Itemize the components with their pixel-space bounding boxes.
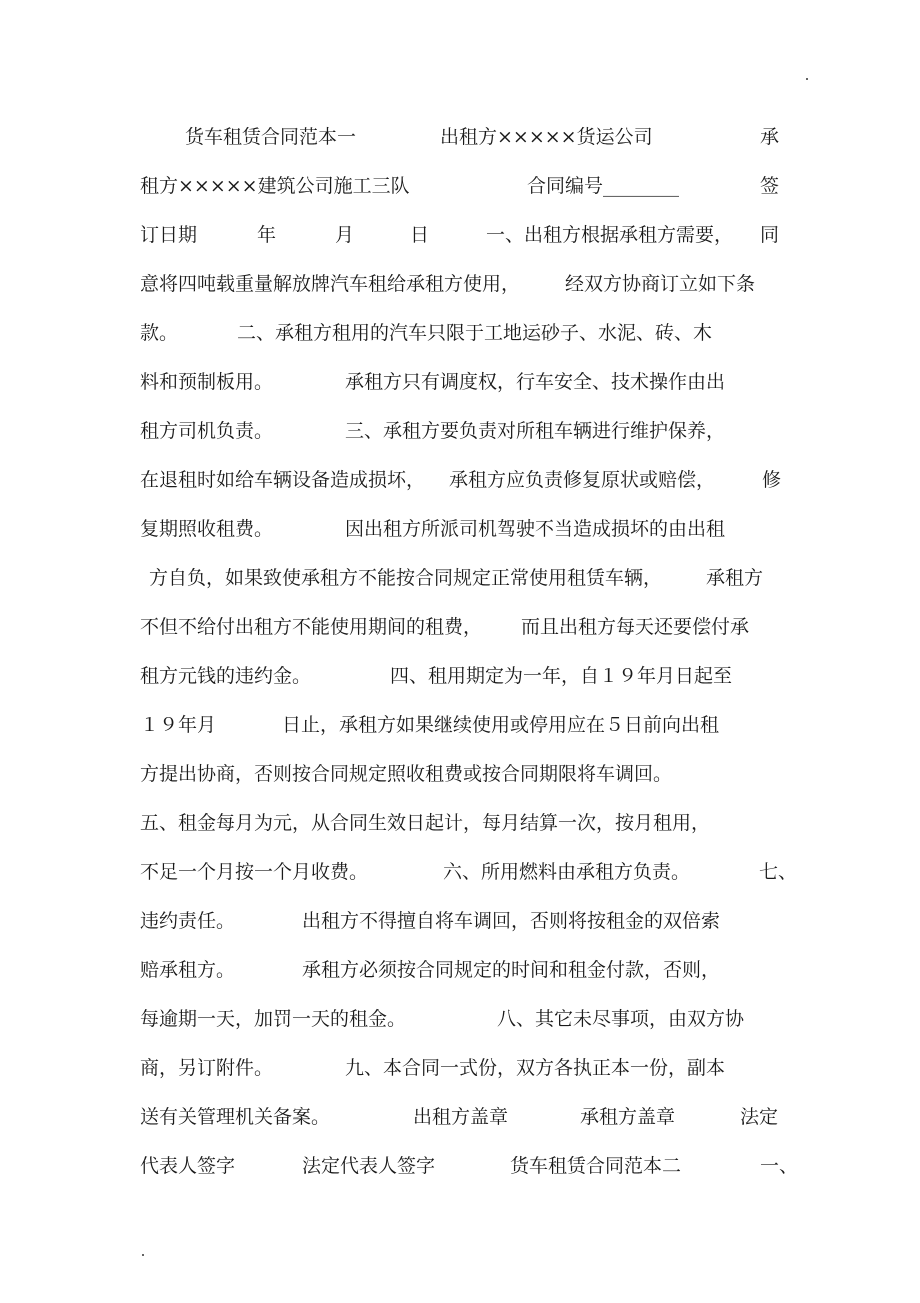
text-line <box>0 319 920 347</box>
text-segment: 法定 <box>740 1106 779 1128</box>
text-line <box>0 1005 920 1033</box>
text-segment: 代表人签字 <box>140 1155 236 1177</box>
text-line <box>0 417 920 445</box>
text-segment: 租方×××××建筑公司施工三队 <box>140 175 410 197</box>
text-segment: 款。 <box>140 322 179 344</box>
text-segment: 一、出租方根据承租方需要， <box>486 224 734 246</box>
text-segment: 修 <box>762 469 782 491</box>
text-line <box>0 564 920 592</box>
text-segment: 九、本合同一式份，双方各执正本一份，副本 <box>345 1057 726 1079</box>
text-line <box>0 1054 920 1082</box>
text-segment: 月 <box>335 224 355 246</box>
text-line <box>0 907 920 935</box>
text-segment: 承租方应负责修复原状或赔偿， <box>449 469 716 491</box>
text-segment: 不但不给付出租方不能使用期间的租费， <box>140 616 483 638</box>
text-segment: 商，另订附件。 <box>140 1057 274 1079</box>
text-segment: 八、其它未尽事项，由双方协 <box>497 1008 745 1030</box>
text-segment: 承租方只有调度权，行车安全、技术操作由出 <box>345 371 726 393</box>
text-segment: 在退租时如给车辆设备造成损坏， <box>140 469 426 491</box>
text-segment: 货车租赁合同范本二 <box>510 1155 682 1177</box>
text-segment: 送有关管理机关备案。 <box>140 1106 331 1128</box>
text-line <box>0 123 920 151</box>
corner-mark-top <box>806 78 808 80</box>
text-line <box>0 270 920 298</box>
text-segment: 承租方盖章 <box>580 1106 676 1128</box>
text-segment: 赔承租方。 <box>140 959 236 981</box>
text-segment: 日止，承租方如果继续使用或停用应在５日前向出租 <box>282 714 720 736</box>
text-line <box>0 809 920 837</box>
text-segment: 签 <box>760 175 780 197</box>
text-segment: 承租方必须按合同规定的时间和租金付款，否则， <box>302 959 721 981</box>
text-line <box>0 711 920 739</box>
text-segment: 料和预制板用。 <box>140 371 274 393</box>
text-line <box>0 956 920 984</box>
text-line <box>0 662 920 690</box>
text-segment: 六、所用燃料由承租方负责。 <box>443 861 691 883</box>
text-segment: 而且出租方每天还要偿付承 <box>521 616 750 638</box>
text-segment: 方自负，如果致使承租方不能按合同规定正常使用租赁车辆， <box>149 567 663 589</box>
text-segment: 意将四吨载重量解放牌汽车租给承租方使用， <box>140 273 521 295</box>
text-line <box>0 466 920 494</box>
text-segment: 承租方 <box>706 567 764 589</box>
text-line <box>0 760 920 788</box>
text-line <box>0 368 920 396</box>
text-segment: 同 <box>760 224 780 246</box>
text-segment: 七、 <box>759 861 798 883</box>
text-segment: 三、承租方要负责对所租车辆进行维护保养， <box>345 420 726 442</box>
text-segment: 出租方盖章 <box>413 1106 509 1128</box>
text-segment: 合同编号________ <box>527 175 680 197</box>
text-segment: 复期照收租费。 <box>140 518 274 540</box>
text-segment: 货车租赁合同范本一 <box>185 126 357 148</box>
text-segment: 因出租方所派司机驾驶不当造成损坏的由出租 <box>345 518 726 540</box>
text-segment: 年 <box>257 224 277 246</box>
text-segment: 租方司机负责。 <box>140 420 274 442</box>
text-segment: １９年月 <box>140 714 217 736</box>
text-segment: 二、承租方租用的汽车只限于工地运砂子、水泥、砖、木 <box>237 322 713 344</box>
text-segment: 方提出协商，否则按合同规定照收租费或按合同期限将车调回。 <box>140 763 673 785</box>
text-segment: 出租方不得擅自将车调回，否则将按租金的双倍索 <box>302 910 721 932</box>
text-segment: 违约责任。 <box>140 910 236 932</box>
text-segment: 一、 <box>760 1155 799 1177</box>
text-segment: 承 <box>760 126 780 148</box>
text-line <box>0 515 920 543</box>
text-segment: 每逾期一天，加罚一天的租金。 <box>140 1008 407 1030</box>
text-segment: 订日期 <box>140 224 198 246</box>
text-line <box>0 221 920 249</box>
text-segment: 日 <box>410 224 430 246</box>
text-segment: 出租方×××××货运公司 <box>440 126 653 148</box>
text-segment: 四、租用期定为一年，自１９年月日起至 <box>390 665 733 687</box>
text-line <box>0 1152 920 1180</box>
text-segment: 经双方协商订立如下条 <box>565 273 756 295</box>
text-line <box>0 613 920 641</box>
text-line <box>0 172 920 200</box>
text-segment: 不足一个月按一个月收费。 <box>140 861 369 883</box>
text-line <box>0 1103 920 1131</box>
text-line <box>0 858 920 886</box>
text-segment: 法定代表人签字 <box>302 1155 436 1177</box>
corner-mark-bottom <box>142 1254 144 1256</box>
text-segment: 租方元钱的违约金。 <box>140 665 312 687</box>
text-segment: 五、租金每月为元，从合同生效日起计，每月结算一次，按月租用， <box>140 812 711 834</box>
